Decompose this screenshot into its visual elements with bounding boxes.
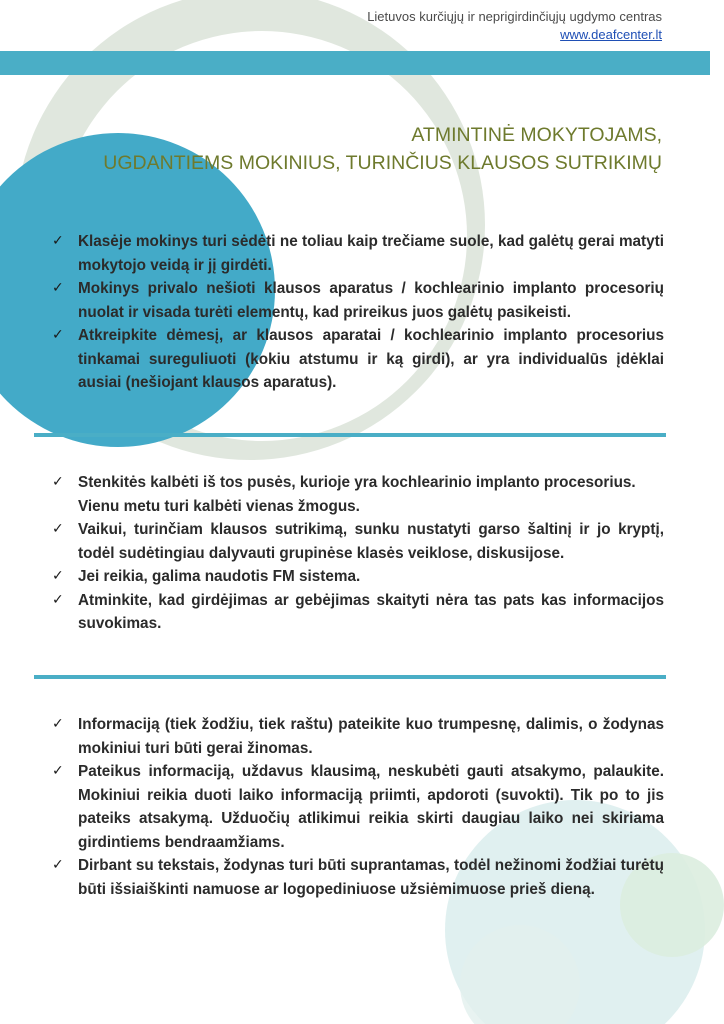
page-title: [103, 121, 662, 177]
list-item-note: Vienu metu turi kalbėti vienas žmogus.: [78, 497, 360, 515]
checkmark-icon: ✓: [52, 716, 64, 732]
checkmark-icon: ✓: [52, 568, 64, 584]
section-communication: [52, 471, 664, 636]
list-item: [52, 565, 664, 589]
section-seating-and-devices: [52, 230, 664, 395]
list-item-text: Klasėje mokinys turi sėdėti ne toliau kaip trečiame suole, kad galėtų gerai matyti mokytojo veidą ir jį girdėti.: [78, 233, 664, 274]
header-band: [0, 51, 710, 75]
section-divider: [34, 433, 666, 437]
list-item: [52, 324, 664, 395]
checkmark-icon: ✓: [52, 474, 64, 490]
list-item: [52, 589, 664, 636]
list-item-text: Dirbant su tekstais, žodynas turi būti suprantamas, todėl nežinomi žodžiai turėtų būti išsiaiškinti namuose ar logopediniuose užsiėmimuose prieš dieną.: [78, 857, 664, 898]
checkmark-icon: ✓: [52, 763, 64, 779]
list-item: [52, 713, 664, 760]
list-item-text: Pateikus informaciją, uždavus klausimą, neskubėti gauti atsakymo, palaukite. Mokiniui reikia duoti laiko informaciją priimti, apdoroti (suvokti). Tik po to jis pateiks atsakymą. Užduočių atlikimui reikia skirti daugiau laiko nei skiriama girdintiems bendraamžiams.: [78, 763, 664, 851]
list-item-text: Stenkitės kalbėti iš tos pusės, kurioje yra kochlearinio implanto procesorius.: [78, 474, 636, 491]
list-item-text: Mokinys privalo nešioti klausos aparatus / kochlearinio implanto procesorių nuolat ir visada turėti elementų, kad prireikus juos galėtų pasikeisti.: [78, 280, 664, 321]
checkmark-icon: ✓: [52, 280, 64, 296]
checkmark-icon: ✓: [52, 327, 64, 343]
list-item-text: Atminkite, kad girdėjimas ar gebėjimas skaityti nėra tas pats kas informacijos suvokimas.: [78, 591, 664, 632]
section-information: [52, 713, 664, 901]
list-item-text: Vaikui, turinčiam klausos sutrikimą, sunku nustatyti garso šaltinį ir jo kryptį, todėl sudėtingiau dalyvauti grupinėse klasės veiklose, diskusijose.: [78, 521, 664, 562]
checkmark-icon: ✓: [52, 591, 64, 608]
list-item: [52, 760, 664, 854]
title-line-2: UGDANTIEMS MOKINIUS, TURINČIUS KLAUSOS SUTRIKIMŲ: [103, 152, 662, 174]
list-item: [52, 230, 664, 277]
website-link[interactable]: www.deafcenter.lt: [560, 27, 662, 42]
checkmark-icon: ✓: [52, 521, 64, 537]
list-item: [52, 854, 664, 901]
list-item-text: Jei reikia, galima naudotis FM sistema.: [78, 568, 361, 585]
checkmark-icon: ✓: [52, 857, 64, 873]
title-line-1: ATMINTINĖ MOKYTOJAMS,: [411, 124, 662, 146]
section-divider: [34, 675, 666, 679]
organization-name: Lietuvos kurčiųjų ir neprigirdinčiųjų ugdymo centras: [367, 9, 662, 24]
list-item-text: Atkreipkite dėmesį, ar klausos aparatai / kochlearinio implanto procesorius tinkamai sureguliuoti (kokiu atstumu ir ką girdi), ar yra individualūs įdėklai ausiai (nešiojant klausos aparatus).: [78, 327, 664, 391]
checkmark-icon: ✓: [52, 233, 64, 249]
list-item: [52, 471, 664, 495]
list-item: [52, 277, 664, 324]
list-item-text: Informaciją (tiek žodžiu, tiek raštu) pateikite kuo trumpesnę, dalimis, o žodynas mokiniui turi būti gerai žinomas.: [78, 716, 664, 757]
list-item: [52, 518, 664, 565]
